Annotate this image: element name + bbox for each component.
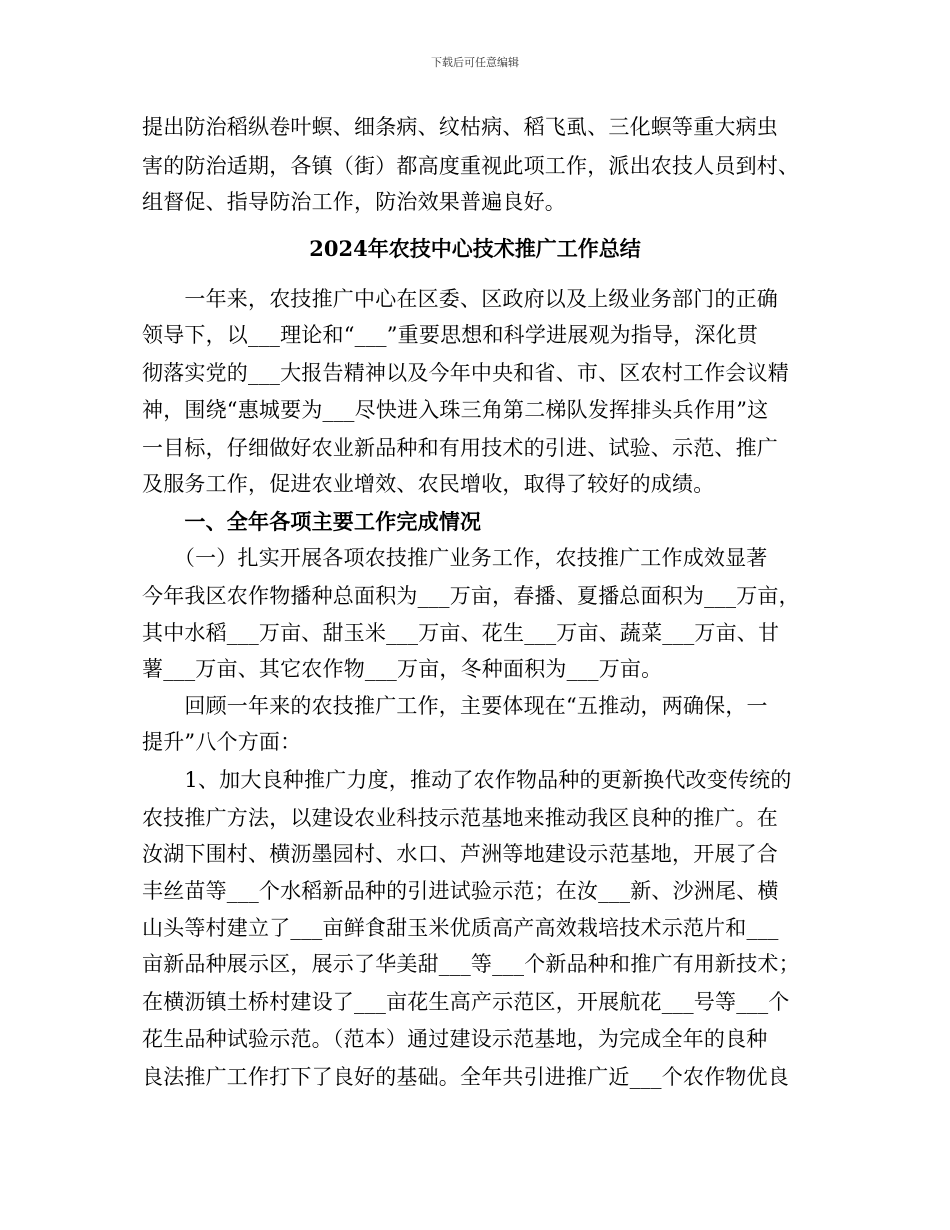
paragraph-line: 今年我区农作物播种总面积为___万亩，春播、夏播总面积为___万亩， <box>142 584 800 608</box>
paragraph-line: 汝湖下围村、横沥墨园村、水口、芦洲等地建设示范基地，开展了合 <box>142 842 778 866</box>
document-title: 2024年农技中心技术推广工作总结 <box>309 236 641 261</box>
paragraph-line: 害的防治适期，各镇（街）都高度重视此项工作，派出农技人员到村、 <box>142 154 800 178</box>
paragraph-line: 一目标，仔细做好农业新品种和有用技术的引进、试验、示范、推广 <box>142 436 778 460</box>
section-heading: 一、全年各项主要工作完成情况 <box>142 509 482 534</box>
paragraph-line: 其中水稻___万亩、甜玉米___万亩、花生___万亩、蔬菜___万亩、甘 <box>142 621 780 645</box>
paragraph-line: 神，围绕“惠城要为___尽快进入珠三角第二梯队发挥排头兵作用”这 <box>142 398 769 422</box>
paragraph-line: 领导下，以___理论和“___”重要思想和科学进展观为指导，深化贯 <box>142 323 759 347</box>
paragraph-line: 良法推广工作打下了良好的基础。全年共引进推广近___个农作物优良 <box>142 1065 789 1089</box>
paragraph-line: 山头等村建立了___亩鲜食甜玉米优质高产高效栽培技术示范片和___ <box>142 916 779 940</box>
paragraph-line: 组督促、指导防治工作，防治效果普遍良好。 <box>142 190 566 214</box>
paragraph-line: 薯___万亩、其它农作物___万亩，冬种面积为___万亩。 <box>142 657 663 681</box>
paragraph-line: 及服务工作，促进农业增效、农民增收，取得了较好的成绩。 <box>142 472 715 496</box>
paragraph-line: 回顾一年来的农技推广工作，主要体现在“五推动，两确保，一 <box>142 694 768 718</box>
paragraph-line: 1、加大良种推广力度，推动了农作物品种的更新换代改变传统的 <box>142 768 792 792</box>
paragraph-line: 提出防治稻纵卷叶螟、细条病、纹枯病、稻飞虱、三化螟等重大病虫 <box>142 115 778 139</box>
paragraph-line: （一）扎实开展各项农技推广业务工作，农技推广工作成效显著 <box>142 546 768 570</box>
paragraph-line: 在横沥镇土桥村建设了___亩花生高产示范区，开展航花___号等___个 <box>142 990 790 1014</box>
paragraph-line: 农技推广方法，以建设农业科技示范基地来推动我区良种的推广。在 <box>142 806 778 830</box>
paragraph-line: 亩新品种展示区，展示了华美甜___等___个新品种和推广有用新技术； <box>142 952 800 976</box>
paragraph-line: 一年来，农技推广中心在区委、区政府以及上级业务部门的正确 <box>142 287 778 311</box>
paragraph-line: 提升”八个方面： <box>142 730 302 754</box>
page-header-note: 下载后可任意编辑 <box>431 56 519 69</box>
paragraph-line: 彻落实党的___大报告精神以及今年中央和省、市、区农村工作会议精 <box>142 361 789 385</box>
paragraph-line: 丰丝苗等___个水稻新品种的引进试验示范；在汝___新、沙洲尾、横 <box>142 879 779 903</box>
paragraph-line: 花生品种试验示范。（范本）通过建设示范基地，为完成全年的良种 <box>142 1027 768 1051</box>
